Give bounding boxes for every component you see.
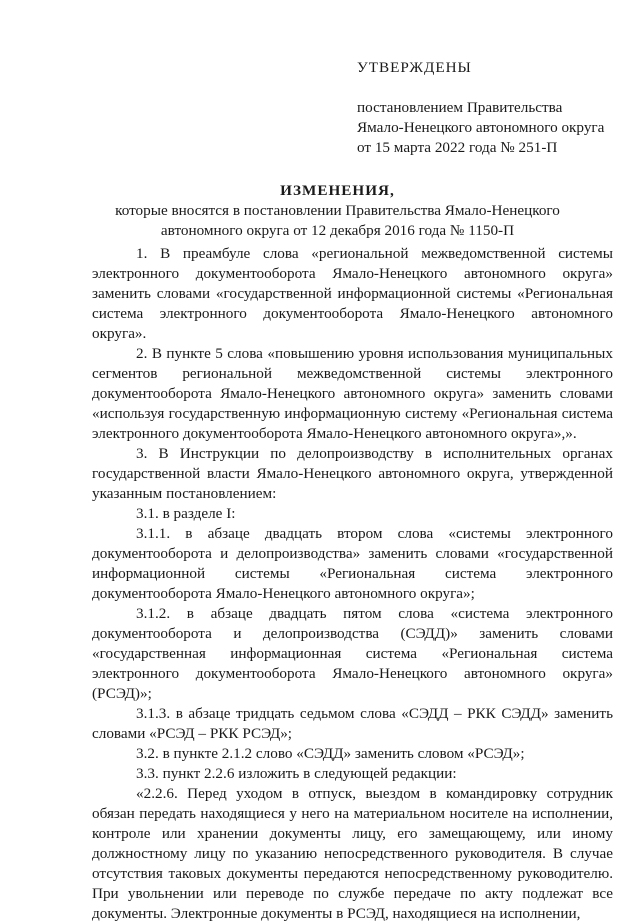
approval-line: постановлением Правительства	[357, 99, 563, 116]
document-title-block	[60, 181, 615, 241]
approval-heading: УТВЕРЖДЕНЫ	[357, 59, 472, 76]
paragraph: 3.2. в пункте 2.1.2 слово «СЭДД» заменить словом «РСЭД»;	[136, 745, 525, 762]
paragraph: «2.2.6. Перед уходом в отпуск, выездом в командировку сотрудник обязан передать находящиеся у него на материальном носителе на исполнении, контроле или хранении документы лицу, его замещающему, или иному должностному лицу по указанию непосредственного руководителя. В случае отсутствия таковых документы передаются непосредственному руководителю. При увольнении или переводе по службе передаче по акту подлежат все документы. Электронные документы в РСЭД, находящиеся на исполнении,	[92, 785, 613, 922]
paragraph: 3.3. пункт 2.2.6 изложить в следующей редакции:	[136, 765, 457, 782]
paragraph: 3.1.3. в абзаце тридцать седьмом слова «СЭДД – РКК СЭДД» заменить словами «РСЭД – РКК РСЭД»;	[92, 705, 613, 742]
approval-line: Ямало-Ненецкого автономного округа	[357, 119, 605, 136]
paragraph: 3.1.2. в абзаце двадцать пятом слова «система электронного документооборота и делопроизводства (СЭДД)» заменить словами «государственная информационная система «Региональная система электронного документооборота Ямало-Ненецкого автономного округа» (РСЭД)»;	[92, 605, 613, 702]
approval-block	[357, 58, 627, 158]
document-title: ИЗМЕНЕНИЯ,	[280, 182, 395, 199]
paragraph: 3.1. в разделе I:	[136, 505, 236, 522]
paragraph: 3. В Инструкции по делопроизводству в исполнительных органах государственной власти Ямало-Ненецкого автономного округа, утвержденной указанным постановлением:	[92, 445, 613, 502]
approval-line: от 15 марта 2022 года № 251-П	[357, 139, 558, 156]
paragraph: 1. В преамбуле слова «региональной межведомственной системы электронного документооборота Ямало-Ненецкого автономного округа» заменить словами «государственной информационной системы «Региональная система электронного документооборота Ямало-Ненецкого автономного округа».	[92, 245, 613, 342]
paragraph: 3.1.1. в абзаце двадцать втором слова «системы электронного документооборота и делопроизводства» заменить словами «государственной информационной системы «Региональная система электронного документооборота Ямало-Ненецкого автономного округа»;	[92, 525, 613, 602]
document-subtitle: автономного округа от 12 декабря 2016 года № 1150-П	[160, 222, 515, 239]
document-subtitle: которые вносятся в постановлении Правительства Ямало-Ненецкого	[115, 202, 560, 219]
paragraph: 2. В пункте 5 слова «повышению уровня использования муниципальных сегментов региональной межведомственной системы электронного документооборота Ямало-Ненецкого автономного округа» заменить словами «используя государственную информационную систему «Региональная система электронного документооборота Ямало-Ненецкого автономного округа»,».	[92, 345, 613, 442]
document-body	[92, 244, 613, 924]
